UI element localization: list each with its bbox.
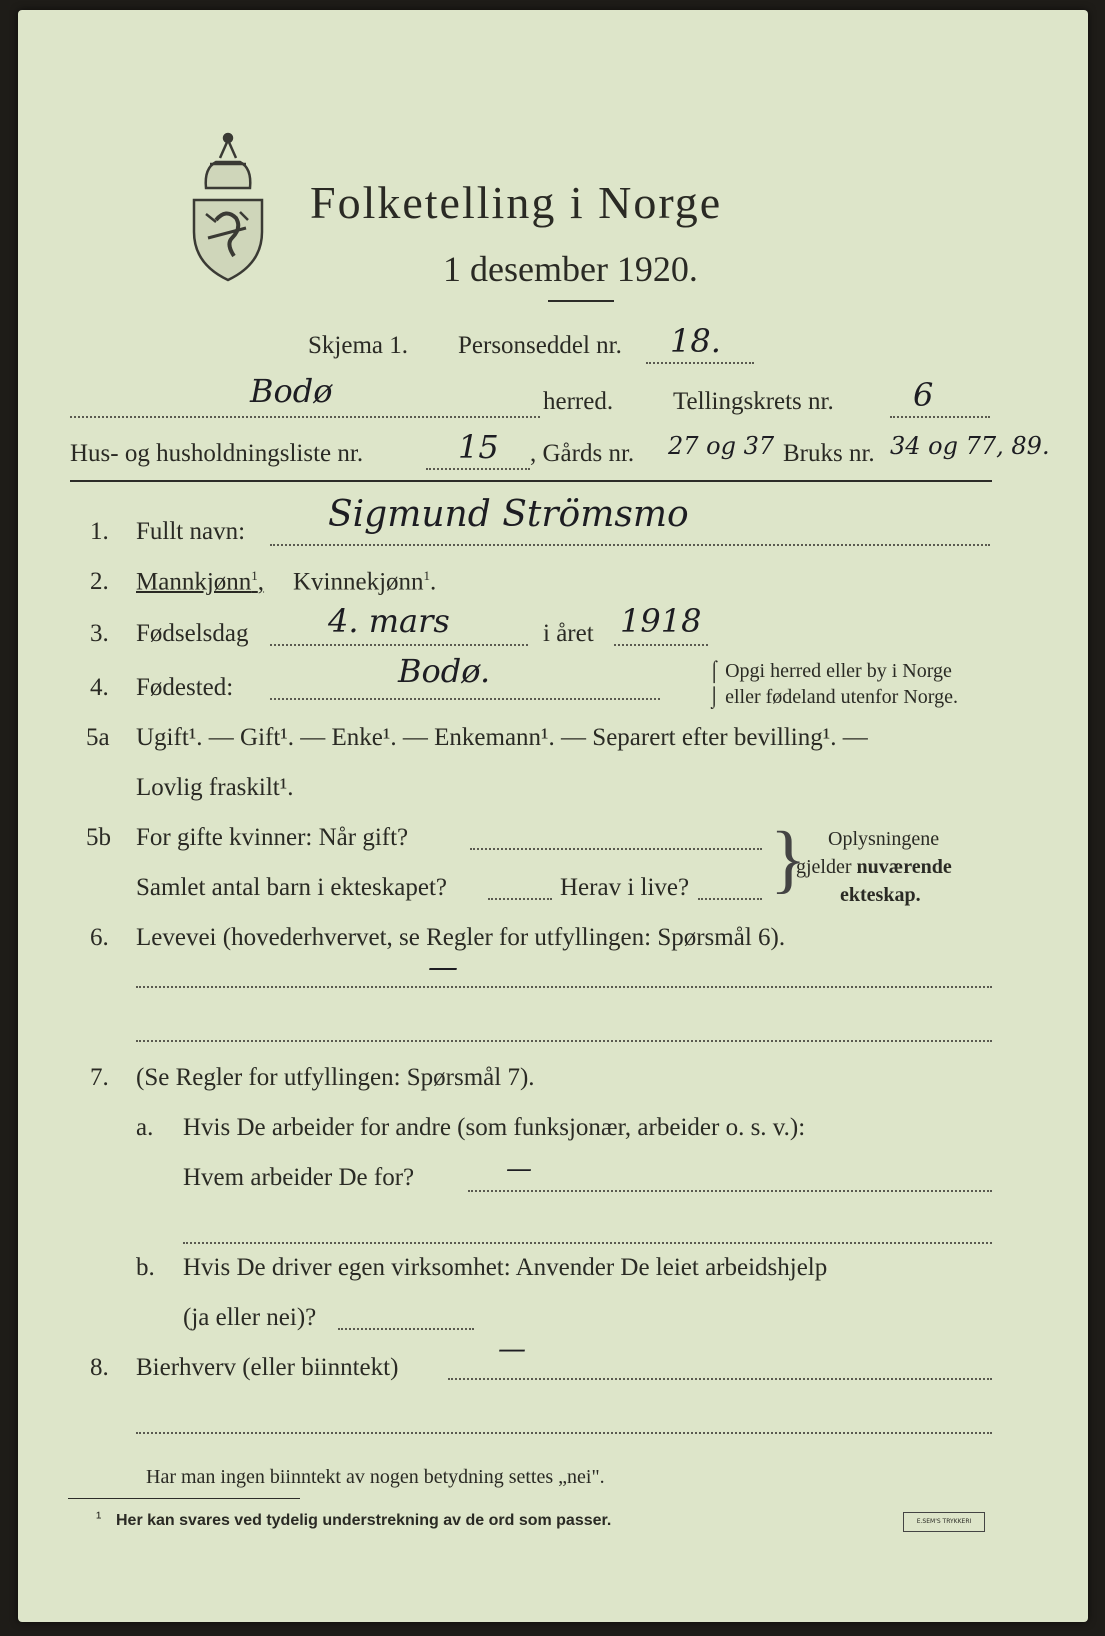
bruks-label: Bruks nr. [783,440,875,467]
q3-value[interactable]: 4. mars [328,602,450,640]
footnote-rule [68,1498,300,1499]
q3-number: 3. [90,620,109,647]
q2-female-option[interactable]: Kvinnekjønn$^1$. [293,568,437,596]
title-divider [548,300,614,302]
q7a-text: Hvis De arbeider for andre (som funksjonær, arbeider o. s. v.): [183,1114,806,1141]
q7-number: 7. [90,1064,109,1091]
q6-line1 [136,986,992,988]
coat-of-arms-icon [186,128,270,284]
q7a-line1 [468,1190,992,1192]
q7b-text: Hvis De driver egen virksomhet: Anvender De leiet arbeidshjelp [183,1254,828,1281]
herred-value[interactable]: Bodø [250,372,333,410]
census-form [18,10,1088,1622]
q5b-label-alive: Herav i live? [560,874,690,901]
q7a-letter: a. [136,1114,154,1141]
q7a-line2 [183,1242,992,1244]
q5a-options[interactable]: Ugift¹. — Gift¹. — Enke¹. — Enkemann¹. — Separert efter bevilling¹. — [136,724,868,751]
tellingskrets-label: Tellingskrets nr. [673,388,834,415]
q3-year-value[interactable]: 1918 [620,602,702,640]
q5b-note-3: ekteskap. [840,884,921,906]
q5b-brace: } [770,817,807,901]
q1-number: 1. [90,518,109,545]
tellingskrets-line [890,416,990,418]
husliste-value[interactable]: 15 [458,428,499,466]
gards-value[interactable]: 27 og 37 [668,432,775,460]
q4-line [270,698,660,700]
q3-year-line [614,644,708,646]
q5b-married-line [470,848,762,850]
q5b-note-1: Oplysningene [828,828,940,850]
husliste-line [426,468,530,470]
q5b-number: 5b [86,824,111,851]
q6-text: Levevei (hovederhvervet, se Regler for utfyllingen: Spørsmål 6). [136,924,786,951]
q7b-letter: b. [136,1254,155,1281]
q5b-children-line [488,898,552,900]
census-date: 1 desember 1920. [443,249,698,289]
footer-note: Har man ingen biinntekt av nogen betydning settes „nei". [146,1466,605,1488]
personseddel-label: Personseddel nr. [458,332,622,359]
q7a-value[interactable]: — [506,1154,532,1184]
q4-note-line1: ⌠ Opgi herred eller by i Norge [708,660,952,682]
q4-value[interactable]: Bodø. [398,652,491,690]
herred-label: herred. [543,388,614,415]
q5b-label-children: Samlet antal barn i ekteskapet? [136,874,447,901]
q8-value[interactable]: — [498,1332,526,1365]
skjema-label: Skjema 1. [308,332,408,359]
header-rule [70,480,992,482]
q1-label: Fullt navn: [136,518,246,545]
q7a-question: Hvem arbeider De for? [183,1164,415,1191]
q1-line [270,544,990,546]
gards-label: , Gårds nr. [530,440,635,467]
q3-line [270,644,528,646]
q5a-number: 5a [86,724,110,751]
q1-value[interactable]: Sigmund Strömsmo [328,494,689,535]
q7-text: (Se Regler for utfyllingen: Spørsmål 7). [136,1064,535,1091]
q6-value[interactable]: — [428,950,458,985]
q5a-options-2[interactable]: Lovlig fraskilt¹. [136,774,294,801]
q2-number: 2. [90,568,109,595]
q6-line2 [136,1040,992,1042]
q8-number: 8. [90,1354,109,1381]
q3-year-label: i året [543,620,594,647]
q4-number: 4. [90,674,109,701]
q4-note-line2: ⌡ eller fødeland utenfor Norge. [708,686,958,708]
husliste-label: Hus- og husholdningsliste nr. [70,440,364,467]
personseddel-line [646,362,754,364]
q8-text: Bierhverv (eller biinntekt) [136,1354,399,1381]
personseddel-value[interactable]: 18. [670,322,721,360]
form-title: Folketelling i Norge [310,177,723,228]
q7b-question: (ja eller nei)? [183,1304,317,1331]
q6-number: 6. [90,924,109,951]
q8-line2 [136,1432,992,1434]
q4-label: Fødested: [136,674,234,701]
bruks-value[interactable]: 34 og 77, 89. [890,432,1050,460]
q5b-label-married: For gifte kvinner: Når gift? [136,824,409,851]
tellingskrets-value[interactable]: 6 [913,376,934,414]
herred-line [70,416,540,418]
printer-stamp: E.SEM'S TRYKKERI [903,1512,985,1532]
footnote: Her kan svares ved tydelig understrekning av de ord som passer. [116,1512,612,1529]
footnote-mark: ¹ [96,1510,102,1527]
q5b-alive-line [698,898,762,900]
q5b-note-2: gjelder nuværende [796,856,952,878]
q8-line1 [448,1378,992,1380]
q7b-line [338,1328,474,1330]
q2-male-option[interactable]: Mannkjønn$^1$, [136,568,265,596]
q3-label: Fødselsdag [136,620,249,647]
